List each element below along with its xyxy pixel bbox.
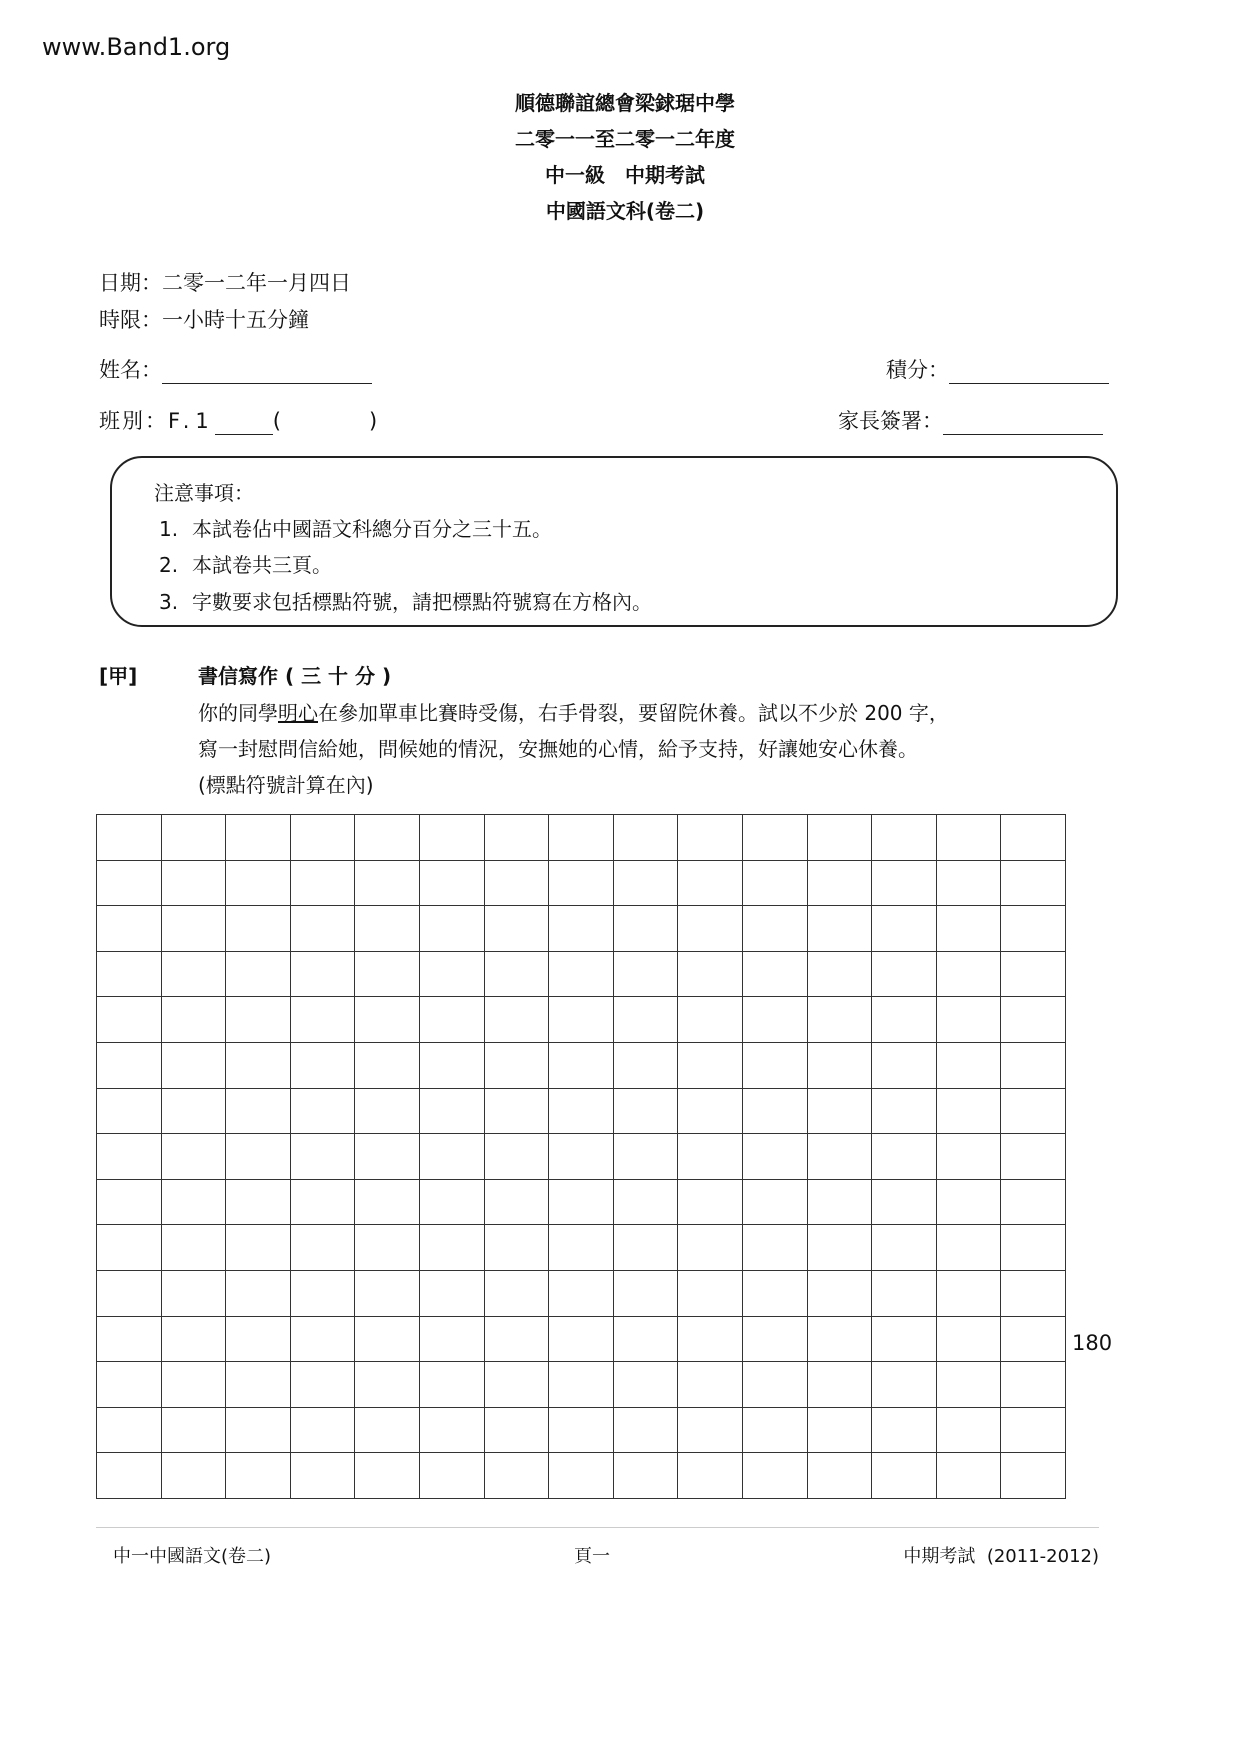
grid-cell[interactable]: [1001, 951, 1066, 997]
grid-cell[interactable]: [936, 1042, 1001, 1088]
grid-cell[interactable]: [290, 997, 355, 1043]
grid-cell[interactable]: [290, 1270, 355, 1316]
grid-cell[interactable]: [419, 1088, 484, 1134]
grid-cell[interactable]: [355, 1042, 420, 1088]
grid-cell[interactable]: [807, 1179, 872, 1225]
grid-cell[interactable]: [226, 1134, 291, 1180]
grid-cell[interactable]: [613, 860, 678, 906]
grid-cell[interactable]: [161, 1088, 226, 1134]
grid-cell[interactable]: [872, 860, 937, 906]
grid-cell[interactable]: [226, 1179, 291, 1225]
grid-cell[interactable]: [419, 1225, 484, 1271]
grid-row: [97, 951, 1066, 997]
section-label: [甲]: [99, 664, 138, 688]
grid-cell[interactable]: [1001, 1453, 1066, 1499]
grid-row: [97, 1088, 1066, 1134]
grid-cell[interactable]: [872, 1362, 937, 1408]
grid-cell[interactable]: [678, 1362, 743, 1408]
grid-cell[interactable]: [290, 1453, 355, 1499]
class-field[interactable]: [215, 410, 273, 435]
grid-cell[interactable]: [742, 1179, 807, 1225]
grid-cell[interactable]: [549, 860, 614, 906]
grid-cell[interactable]: [807, 906, 872, 952]
grid-cell[interactable]: [226, 860, 291, 906]
paren-open: (: [272, 409, 283, 433]
grid-cell[interactable]: [97, 906, 162, 952]
grid-cell[interactable]: [161, 1179, 226, 1225]
grid-cell[interactable]: [872, 906, 937, 952]
grid-cell[interactable]: [678, 906, 743, 952]
grid-cell[interactable]: [484, 1270, 549, 1316]
grid-cell[interactable]: [419, 1179, 484, 1225]
grid-cell[interactable]: [872, 1088, 937, 1134]
grid-cell[interactable]: [290, 1362, 355, 1408]
grid-cell[interactable]: [97, 1088, 162, 1134]
grid-cell[interactable]: [549, 1179, 614, 1225]
grid-cell[interactable]: [678, 1179, 743, 1225]
grid-cell[interactable]: [355, 1362, 420, 1408]
grid-cell[interactable]: [936, 1088, 1001, 1134]
grid-cell[interactable]: [613, 815, 678, 861]
grid-cell[interactable]: [484, 1407, 549, 1453]
grid-cell[interactable]: [872, 951, 937, 997]
grid-cell[interactable]: [97, 951, 162, 997]
grid-cell[interactable]: [290, 1316, 355, 1362]
grid-cell[interactable]: [549, 1270, 614, 1316]
date-label: 日期：: [99, 271, 162, 295]
note-item: 3. 字數要求包括標點符號，請把標點符號寫在方格內。: [159, 590, 652, 614]
grid-cell[interactable]: [355, 1225, 420, 1271]
grid-cell[interactable]: [549, 1362, 614, 1408]
grid-cell[interactable]: [419, 1453, 484, 1499]
grid-cell[interactable]: [742, 951, 807, 997]
grid-cell[interactable]: [742, 1134, 807, 1180]
grid-cell[interactable]: [678, 1407, 743, 1453]
grid-cell[interactable]: [1001, 1042, 1066, 1088]
paren-close: ): [368, 409, 380, 433]
grid-cell[interactable]: [742, 1362, 807, 1408]
grid-cell[interactable]: [613, 1042, 678, 1088]
grid-cell[interactable]: [97, 1042, 162, 1088]
grid-cell[interactable]: [678, 1042, 743, 1088]
grid-cell[interactable]: [484, 1088, 549, 1134]
parent-signature-field[interactable]: [943, 410, 1103, 435]
grid-cell[interactable]: [807, 1225, 872, 1271]
grid-cell[interactable]: [807, 1407, 872, 1453]
grid-cell[interactable]: [226, 906, 291, 952]
question-line-2: 寫一封慰問信給她，問候她的情況，安撫她的心情，給予支持，好讓她安心休養。: [198, 737, 918, 761]
name-label: 姓名：: [99, 358, 162, 382]
grid-cell[interactable]: [807, 1316, 872, 1362]
student-name: 明心: [278, 701, 318, 725]
grid-cell[interactable]: [355, 815, 420, 861]
grid-row: [97, 1134, 1066, 1180]
grid-cell[interactable]: [290, 1042, 355, 1088]
grid-row: [97, 1042, 1066, 1088]
grid-cell[interactable]: [613, 1270, 678, 1316]
grid-cell[interactable]: [355, 1088, 420, 1134]
grid-cell[interactable]: [872, 1134, 937, 1180]
grid-cell[interactable]: [355, 951, 420, 997]
grid-cell[interactable]: [678, 1316, 743, 1362]
grid-cell[interactable]: [1001, 1362, 1066, 1408]
grid-row: [97, 1225, 1066, 1271]
grid-cell[interactable]: [355, 1407, 420, 1453]
grid-cell[interactable]: [226, 951, 291, 997]
grid-cell[interactable]: [742, 1270, 807, 1316]
grid-cell[interactable]: [678, 1225, 743, 1271]
question-line-3: (標點符號計算在內): [198, 773, 374, 797]
watermark: www.Band1.org: [42, 33, 231, 61]
score-label: 積分：: [886, 358, 949, 382]
grid-row: [97, 997, 1066, 1043]
grid-cell[interactable]: [872, 997, 937, 1043]
name-row: [99, 354, 372, 384]
grid-cell[interactable]: [97, 1362, 162, 1408]
date-row: [99, 267, 351, 297]
grid-cell[interactable]: [290, 1134, 355, 1180]
word-count-marker: 180: [1072, 1331, 1113, 1355]
grid-cell[interactable]: [161, 1270, 226, 1316]
grid-cell[interactable]: [484, 860, 549, 906]
grid-row: [97, 1270, 1066, 1316]
grid-cell[interactable]: [549, 1042, 614, 1088]
footer-left: 中一中國語文(卷二): [113, 1546, 272, 1567]
grid-cell[interactable]: [872, 1316, 937, 1362]
grid-cell[interactable]: [290, 1179, 355, 1225]
footer-right: 中期考試 (2011-2012): [903, 1546, 1099, 1567]
grid-cell[interactable]: [97, 1270, 162, 1316]
grid-cell[interactable]: [484, 906, 549, 952]
grid-cell[interactable]: [226, 1225, 291, 1271]
grid-cell[interactable]: [1001, 860, 1066, 906]
footer-divider: [96, 1527, 1099, 1528]
grid-cell[interactable]: [97, 860, 162, 906]
grid-cell[interactable]: [1001, 1088, 1066, 1134]
grid-cell[interactable]: [290, 1225, 355, 1271]
grid-cell[interactable]: [161, 1134, 226, 1180]
grid-cell[interactable]: [484, 997, 549, 1043]
grid-cell[interactable]: [742, 1088, 807, 1134]
grid-row: [97, 1179, 1066, 1225]
grid-cell[interactable]: [936, 1270, 1001, 1316]
grid-cell[interactable]: [484, 1362, 549, 1408]
grid-cell[interactable]: [419, 1407, 484, 1453]
grid-cell[interactable]: [484, 951, 549, 997]
grid-cell[interactable]: [936, 815, 1001, 861]
grid-cell[interactable]: [1001, 815, 1066, 861]
grid-cell[interactable]: [161, 815, 226, 861]
grid-cell[interactable]: [355, 860, 420, 906]
notes-heading: 注意事項：: [154, 481, 254, 505]
grid-cell[interactable]: [549, 906, 614, 952]
grid-cell[interactable]: [355, 997, 420, 1043]
grid-cell[interactable]: [419, 1362, 484, 1408]
date-value: 二零一二年一月四日: [162, 271, 351, 295]
grid-cell[interactable]: [872, 1042, 937, 1088]
grid-cell[interactable]: [678, 1453, 743, 1499]
grid-cell[interactable]: [613, 1134, 678, 1180]
grid-cell[interactable]: [226, 1362, 291, 1408]
grid-cell[interactable]: [549, 1316, 614, 1362]
grid-cell[interactable]: [872, 1179, 937, 1225]
grid-cell[interactable]: [549, 1453, 614, 1499]
grid-cell[interactable]: [742, 1042, 807, 1088]
class-row: [99, 405, 379, 435]
grid-cell[interactable]: [678, 860, 743, 906]
grid-cell[interactable]: [613, 1088, 678, 1134]
grid-cell[interactable]: [678, 1270, 743, 1316]
grid-cell[interactable]: [355, 906, 420, 952]
grid-cell[interactable]: [549, 815, 614, 861]
grid-cell[interactable]: [161, 1362, 226, 1408]
grid-cell[interactable]: [742, 1225, 807, 1271]
grid-cell[interactable]: [226, 1453, 291, 1499]
time-value: 一小時十五分鐘: [162, 308, 309, 332]
grid-cell[interactable]: [613, 1179, 678, 1225]
school-name: 順德聯誼總會梁銶琚中學: [515, 91, 735, 115]
grid-cell[interactable]: [678, 1088, 743, 1134]
grid-row: [97, 815, 1066, 861]
grid-cell[interactable]: [419, 951, 484, 997]
grid-cell[interactable]: [807, 997, 872, 1043]
grid-cell[interactable]: [807, 1362, 872, 1408]
class-label: 班別：: [99, 409, 168, 433]
grid-cell[interactable]: [742, 1316, 807, 1362]
grid-cell[interactable]: [936, 1225, 1001, 1271]
grid-cell[interactable]: [97, 1407, 162, 1453]
grid-cell[interactable]: [419, 815, 484, 861]
grid-cell[interactable]: [807, 1453, 872, 1499]
grid-cell[interactable]: [419, 1316, 484, 1362]
grid-cell[interactable]: [549, 997, 614, 1043]
grid-cell[interactable]: [549, 1225, 614, 1271]
grid-cell[interactable]: [742, 997, 807, 1043]
grid-cell[interactable]: [742, 815, 807, 861]
grid-cell[interactable]: [549, 951, 614, 997]
grid-cell[interactable]: [226, 815, 291, 861]
grid-cell[interactable]: [161, 951, 226, 997]
grid-cell[interactable]: [161, 997, 226, 1043]
grid-row: [97, 906, 1066, 952]
grid-cell[interactable]: [97, 1225, 162, 1271]
grid-cell[interactable]: [484, 1179, 549, 1225]
grid-cell[interactable]: [1001, 1179, 1066, 1225]
note-item: 2. 本試卷共三頁。: [159, 553, 332, 577]
score-row: [886, 354, 1109, 384]
grid-cell[interactable]: [936, 1453, 1001, 1499]
grid-cell[interactable]: [807, 1134, 872, 1180]
grid-cell[interactable]: [936, 1179, 1001, 1225]
grid-cell[interactable]: [1001, 997, 1066, 1043]
grid-cell[interactable]: [678, 997, 743, 1043]
grid-cell[interactable]: [936, 906, 1001, 952]
grid-cell[interactable]: [872, 815, 937, 861]
grid-cell[interactable]: [549, 1088, 614, 1134]
grid-cell[interactable]: [936, 860, 1001, 906]
grid-cell[interactable]: [484, 815, 549, 861]
grid-cell[interactable]: [807, 860, 872, 906]
grid-cell[interactable]: [742, 1453, 807, 1499]
grid-row: [97, 1316, 1066, 1362]
grid-cell[interactable]: [742, 906, 807, 952]
grid-row: [97, 1453, 1066, 1499]
grid-cell[interactable]: [1001, 1225, 1066, 1271]
grid-cell[interactable]: [1001, 1407, 1066, 1453]
grid-cell[interactable]: [290, 815, 355, 861]
grid-cell[interactable]: [1001, 906, 1066, 952]
grid-cell[interactable]: [97, 1453, 162, 1499]
parent-signature-label: 家長簽署：: [838, 409, 943, 433]
grid-cell[interactable]: [678, 951, 743, 997]
grid-cell[interactable]: [226, 1407, 291, 1453]
grid-cell[interactable]: [613, 951, 678, 997]
grid-cell[interactable]: [807, 1270, 872, 1316]
grid-cell[interactable]: [97, 1134, 162, 1180]
grid-cell[interactable]: [678, 815, 743, 861]
grid-cell[interactable]: [161, 906, 226, 952]
class-value: F.1: [168, 409, 215, 433]
grid-cell[interactable]: [97, 1179, 162, 1225]
grid-cell[interactable]: [613, 997, 678, 1043]
grid-cell[interactable]: [872, 1225, 937, 1271]
grid-cell[interactable]: [613, 1453, 678, 1499]
grid-cell[interactable]: [290, 906, 355, 952]
grid-cell[interactable]: [613, 1362, 678, 1408]
grid-cell[interactable]: [226, 1270, 291, 1316]
grid-cell[interactable]: [419, 997, 484, 1043]
grid-cell[interactable]: [226, 1316, 291, 1362]
grid-row: [97, 860, 1066, 906]
name-field[interactable]: [162, 359, 372, 384]
grid-cell[interactable]: [936, 951, 1001, 997]
grid-cell[interactable]: [355, 1179, 420, 1225]
grid-cell[interactable]: [549, 1134, 614, 1180]
grid-cell[interactable]: [936, 1362, 1001, 1408]
grid-cell[interactable]: [419, 1270, 484, 1316]
grid-cell[interactable]: [484, 1225, 549, 1271]
grid-cell[interactable]: [355, 1316, 420, 1362]
grid-cell[interactable]: [807, 951, 872, 997]
grid-row: [97, 1407, 1066, 1453]
note-item: 1. 本試卷佔中國語文科總分百分之三十五。: [159, 517, 552, 541]
time-label: 時限：: [99, 308, 162, 332]
grid-cell[interactable]: [161, 1407, 226, 1453]
grid-cell[interactable]: [97, 997, 162, 1043]
parent-signature-row: [838, 405, 1103, 435]
grid-cell[interactable]: [419, 1042, 484, 1088]
grid-cell[interactable]: [872, 1453, 937, 1499]
footer-page: 頁一: [574, 1546, 610, 1567]
grid-cell[interactable]: [161, 1225, 226, 1271]
grid-cell[interactable]: [936, 997, 1001, 1043]
grid-cell[interactable]: [290, 860, 355, 906]
grid-cell[interactable]: [807, 1042, 872, 1088]
grid-cell[interactable]: [226, 997, 291, 1043]
grid-cell[interactable]: [1001, 1270, 1066, 1316]
grid-cell[interactable]: [549, 1407, 614, 1453]
time-row: [99, 304, 309, 334]
grid-cell[interactable]: [1001, 1316, 1066, 1362]
grid-cell[interactable]: [97, 815, 162, 861]
grid-cell[interactable]: [419, 906, 484, 952]
grid-cell[interactable]: [161, 1316, 226, 1362]
grid-cell[interactable]: [678, 1134, 743, 1180]
subject-title: 中國語文科(卷二): [545, 199, 705, 223]
grid-cell[interactable]: [419, 860, 484, 906]
grid-cell[interactable]: [161, 1042, 226, 1088]
grid-cell[interactable]: [290, 1088, 355, 1134]
grid-cell[interactable]: [290, 951, 355, 997]
grid-cell[interactable]: [484, 1134, 549, 1180]
grid-cell[interactable]: [484, 1316, 549, 1362]
grid-cell[interactable]: [226, 1088, 291, 1134]
grid-cell[interactable]: [97, 1316, 162, 1362]
grid-cell[interactable]: [161, 860, 226, 906]
grid-cell[interactable]: [872, 1407, 937, 1453]
grid-cell[interactable]: [936, 1316, 1001, 1362]
grid-cell[interactable]: [290, 1407, 355, 1453]
grid-cell[interactable]: [872, 1270, 937, 1316]
grid-cell[interactable]: [742, 860, 807, 906]
grid-cell[interactable]: [613, 906, 678, 952]
writing-grid[interactable]: [96, 814, 1066, 1499]
grid-cell[interactable]: [936, 1407, 1001, 1453]
grid-row: [97, 1362, 1066, 1408]
grid-cell[interactable]: [1001, 1134, 1066, 1180]
grid-cell[interactable]: [936, 1134, 1001, 1180]
grid-cell[interactable]: [807, 1088, 872, 1134]
grid-cell[interactable]: [355, 1453, 420, 1499]
grid-cell[interactable]: [613, 1225, 678, 1271]
grid-cell[interactable]: [355, 1134, 420, 1180]
grid-cell[interactable]: [226, 1042, 291, 1088]
school-year: 二零一一至二零一二年度: [515, 127, 735, 151]
grid-cell[interactable]: [742, 1407, 807, 1453]
question-line-1: 你的同學明心在參加單車比賽時受傷，右手骨裂，要留院休養。試以不少於 200 字，: [198, 701, 949, 725]
grid-cell[interactable]: [807, 815, 872, 861]
score-field[interactable]: [949, 359, 1109, 384]
grid-cell[interactable]: [484, 1453, 549, 1499]
section-title: 書信寫作 ( 三 十 分 ): [198, 664, 392, 688]
exam-name: 中一級 中期考試: [545, 163, 705, 187]
grid-cell[interactable]: [355, 1270, 420, 1316]
grid-cell[interactable]: [419, 1134, 484, 1180]
grid-cell[interactable]: [484, 1042, 549, 1088]
grid-cell[interactable]: [613, 1316, 678, 1362]
grid-cell[interactable]: [161, 1453, 226, 1499]
grid-cell[interactable]: [613, 1407, 678, 1453]
